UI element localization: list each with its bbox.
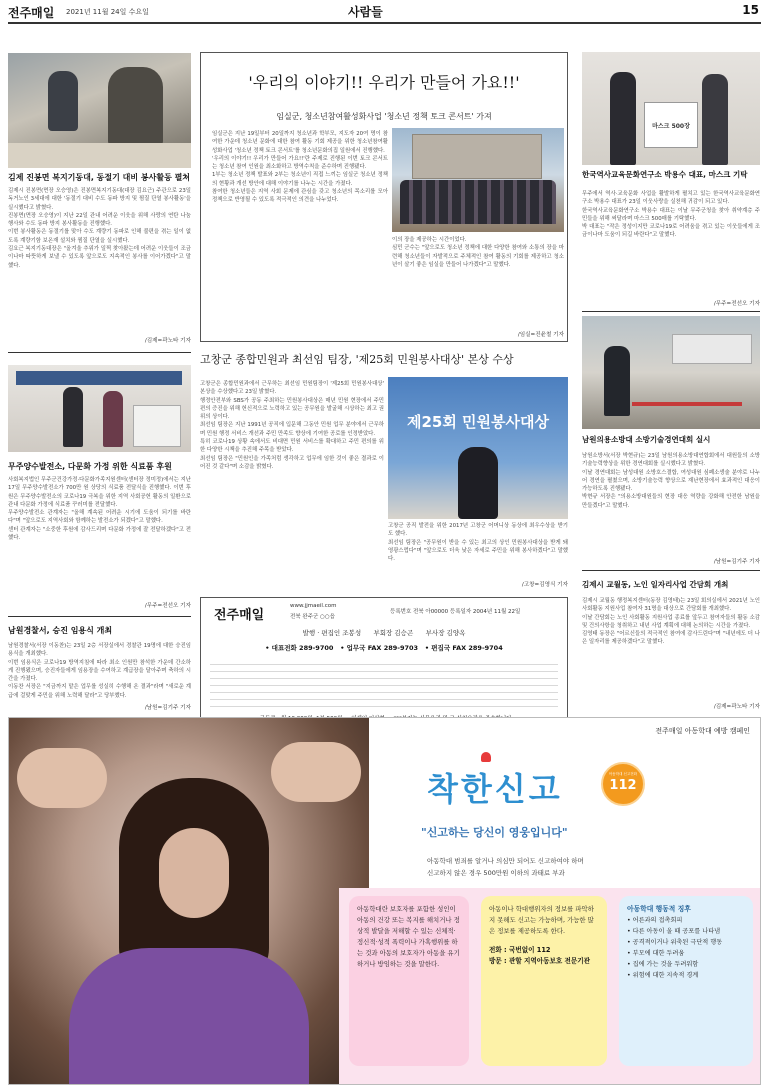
photo-mask-donation <box>582 52 760 165</box>
photo-sign-text: 마스크 500장 <box>652 123 690 130</box>
imprint-logo: 전주매일 <box>214 608 265 623</box>
photo-figure <box>108 67 163 147</box>
award-banner-text: 제25회 민원봉사대상 <box>406 413 550 431</box>
masthead-date: 2021년 11월 24일 수요일 <box>66 8 149 16</box>
headline-gyowol: 김제시 교월동, 노인 일자리사업 간담회 개최 <box>582 580 729 589</box>
imprint-registration: 등록번호 전북 아00000 등록일자 2004년 11월 22일 <box>390 609 521 615</box>
photo-figure <box>604 346 630 416</box>
photo-volunteers-faucet <box>8 53 191 168</box>
feature-body: 임실군은 지난 19일부터 20일까지 청소년과 학부모, 지도자 20여 명이 참여한 가운데 청소년 문화에 대한 참여 활동 기회 제공을 위한 청소년참여활성화사업 '청소년 정책 토크 콘서트'를 청소년문화의집 일원에서 진행했다. '우리의 이야기!! 우리가 만들어 가요!!'란 주제로 진행된 이번 토크 콘서트는 청소년 참여 인원을 최소화하고 방역수칙을 준수하며 진행됐다. 1부는 청소년 정책 발표와 2부는 청소년이 직접 느끼는 임실군 청소년 정책의 현황과 개선 방안에 대해 이야기를 나누는 시간을 가졌다. 참여한 청소년들은 지역 사회 문제에 관심을 갖고 청소년의 목소리를 모아 정책으로 반영될 수 있도록 적극적인 의견을 나누었다. <box>212 131 388 204</box>
body-namwon-police: 남원경찰서(서장 이동찬)는 23일 2층 서장실에서 경찰관 19명에 대한 승진임용식을 개최했다. 이번 임용식은 코로나19 방역지침에 따라 최소 인원만 참석한 가운데 간소하게 진행됐으며, 승진자들에게 임용장을 수여하고 계급장을 달아주며 축하의 시간을 가졌다. 이동찬 서장은 "지금까지 맡은 업무를 성실히 수행해 온 결과"라며 "새로운 계급에 걸맞게 주민을 위해 노력해 달라"고 당부했다. <box>8 643 191 699</box>
masthead <box>8 0 761 22</box>
body-gyowol: 김제시 교월동 행정복지센터(동장 김영태)는 23일 회의실에서 2021년 노인 사회활동 지원사업 참여자 31명을 대상으로 간담회를 개최했다. 이날 간담회는 노인 사회활동 지원사업 종료를 앞두고 참여자들의 활동 소감 및 건의사항을 청취하고 내년 사업 계획에 대해 논의하는 시간을 가졌다. 김영태 동장은 "어르신들의 적극적인 참여에 감사드린다"며 "내년에도 더 나은 일자리를 제공하겠다"고 말했다. <box>582 598 760 646</box>
ad-signs-item: • 위험에 대한 지속적 경계 <box>627 972 699 979</box>
headline-gochang-award: 고창군 종합민원과 최선임 팀장, '제25회 민원봉사대상' 본상 수상 <box>200 353 514 366</box>
imprint-directory <box>210 658 558 710</box>
ad-photo-body <box>69 948 309 1084</box>
photo-tent <box>672 334 752 364</box>
divider <box>8 616 191 617</box>
ad-box-report-visit: 방문 : 관할 지역아동보호 전문기관 <box>489 957 590 965</box>
photo-donation-muju <box>8 365 191 452</box>
ad-signs-item: • 다른 아동이 울 때 공포를 나타냄 <box>627 928 721 935</box>
ad-description-2: 신고하지 않은 경우 500만원 이하의 과태료 부과 <box>427 869 565 877</box>
ad-badge-112 <box>601 762 645 806</box>
imprint-phones: • 대표전화 289-9700 • 업무국 FAX 289-9703 • 편집국 FAX 289-9704 <box>265 644 503 652</box>
body-jinbong: 김제시 진봉면(면장 오승영)은 진봉면복지기동대(대장 김요근) 주관으로 23일 독거노인 3세대에 대한 '동절기 대비 수도 동파 방지 및 찜질 단열 봉사활동'을 실시했다고 밝혔다. 진봉면(면장 오승영)이 지난 22일 관내 어려운 이웃을 위해 사랑의 연탄 나눔 행사와 수도 동파 방지 봉사활동을 진행했다. 이번 봉사활동은 동절기를 맞아 수도 계량기 동파로 인해 불편을 겪는 일이 없도록 계량기함 보온재 설치와 찜질 단열을 실시했다. 김요근 복지기동대장은 "올겨울 추위가 일찍 찾아왔는데 어려운 이웃들이 조금이나마 따뜻하게 보낼 수 있도록 앞으로도 지속적인 봉사를 이어가겠다"고 말했다. <box>8 188 191 269</box>
photo-figure <box>103 391 123 447</box>
photo-talk-concert <box>392 128 564 232</box>
ad-signs-item: • 부모에 대한 두려움 <box>627 950 685 957</box>
ad-photo-hand <box>271 742 361 802</box>
ad-badge-top: 아동학대 신고전화 <box>608 772 638 776</box>
headline-mask-donation: 한국역사교육문화연구소 박용수 대표, 마스크 기탁 <box>582 170 748 179</box>
photo-fire-brigade <box>582 316 760 429</box>
ad-photo-woman <box>9 718 369 1084</box>
photo-ground <box>8 143 191 168</box>
ad-signs-item: • 어른과의 접촉회피 <box>627 917 683 924</box>
credit-gochang: /고창=김영식 기자 <box>521 582 568 588</box>
photo-building <box>412 134 542 179</box>
ad-box-definition <box>349 896 469 1066</box>
divider <box>8 352 191 353</box>
ad-logo: 착한신고 <box>427 770 563 808</box>
feature-subtitle: 임실군, 청소년참여활성화사업 '청소년 정책 토크 콘서트' 가져 <box>276 112 492 121</box>
credit-muju: /무주=전선오 기자 <box>144 603 191 609</box>
feature-title: '우리의 이야기!! 우리가 만들어 가요!!' <box>248 73 520 92</box>
credit-fire-brigade: /남원=김기주 기자 <box>713 559 760 565</box>
ad-alarm-icon <box>481 752 491 762</box>
credit-imsil: /임실=진윤철 기자 <box>517 332 564 338</box>
headline-fire-brigade: 남원의용소방대 소방기술경연대회 실시 <box>582 435 711 444</box>
ad-slogan: "신고하는 당신이 영웅입니다" <box>421 826 568 839</box>
masthead-rule <box>8 22 761 24</box>
masthead-logo: 전주매일 <box>8 6 55 20</box>
credit-mask-donation: /무주=전선오 기자 <box>713 301 760 307</box>
ad-box-signs-title: 아동학대 행동적 징후 <box>627 905 691 913</box>
ad-photo-hand <box>17 748 107 808</box>
ad-box-definition-text: 아동학대란 보호자를 포함한 성인이 아동의 건강 또는 복지를 해치거나 정상적 발달을 저해할 수 있는 신체적·정신적·성적 폭력이나 가혹행위를 하는 것과 아동의 보호자가 아동을 유기하거나 방임하는 것을 말한다. <box>357 905 460 968</box>
ad-signs-item: • 집에 가는 것을 두려워함 <box>627 961 699 968</box>
masthead-section: 사람들 <box>348 5 383 19</box>
photo-banner <box>16 371 182 385</box>
ad-description-1: 아동학대 범죄를 알거나 의심만 되어도 신고하여야 하며 <box>427 857 584 865</box>
body-gochang-award: 고창군은 종합민원과에서 근무하는 최선임 민원팀장이 '제25회 민원봉사대상' 본상을 수상했다고 23일 밝혔다. 행정안전부와 SBS가 공동 주최하는 민원봉사대상은 매년 민원 현장에서 주민 편의 증진을 위해 헌신적으로 노력하고 있는 공무원을 발굴해 시상하는 최고 권위의 상이다. 최선임 팀장은 지난 1991년 공직에 입문해 그동안 민원 업무 분야에서 근무하며 민원 행정 서비스 개선과 주민 만족도 향상에 기여한 공로를 인정받았다. 특히 코로나19 상황 속에서도 비대면 민원 서비스를 확대하고 주민 편의를 위한 다양한 시책을 추진해 주목을 받았다. 최선임 팀장은 "민원인을 가족처럼 생각하고 업무에 임한 것이 좋은 결과로 이어진 것 같다"며 소감을 밝혔다. <box>200 381 384 470</box>
photo-boxes <box>133 405 181 447</box>
ad-signs-item: • 공격적이거나 위축된 극단적 행동 <box>627 939 723 946</box>
ad-photo-face <box>159 828 229 918</box>
photo-hose <box>632 402 742 406</box>
photo-figure <box>610 72 636 165</box>
ad-box-report-phone: 전화 : 국번없이 112 <box>489 946 551 954</box>
body-fire-brigade: 남원소방서(서장 박현규)는 23일 남원의용소방대연합회에서 대원들의 소방기술능력향상을 위한 경연대회를 실시했다고 밝혔다. 이날 경연대회는 남성대원 소방호스결합, 여성대원 심폐소생술 분야로 나누어 경연을 펼쳤으며, 소방기술능력 향상으로 재난현장에서 효과적인 대응이 가능하도록 진행됐다. 박현규 서장은 "의용소방대원들의 현장 대응 역량을 강화해 안전한 남원을 만들겠다"고 말했다. <box>582 453 760 509</box>
photo-sign-board <box>644 102 698 148</box>
body-muju: 사회복지법인 무주군건강가정·다문화가족지원센터(센터장 정미정)에서는 지난 17일 무주양수발전소가 700만 원 상당의 식료품 전달식을 진행했다. 이번 후원은 무주양수발전소의 코로나19 극복을 위한 지역 사회공헌 활동의 일환으로 관내 다문화 가정에 식료품 꾸러미를 전달했다. 무주양수발전소 관계자는 "올해 계속된 어려운 시기에 도움이 되기를 바란다"며 "앞으로도 지역사회와 함께하는 발전소가 되겠다"고 말했다. 센터 관계자는 "소중한 후원에 감사드리며 다문화 가정에 잘 전달하겠다"고 전했다. <box>8 477 191 542</box>
divider <box>582 570 760 571</box>
photo-group <box>400 180 556 224</box>
photo-figure <box>702 74 728 165</box>
headline-namwon-police: 남원경찰서, 승진 임용식 개최 <box>8 626 113 635</box>
imprint-publisher: 발행 · 편집인 조봉성 부회장 김승곤 부사장 김양옥 <box>302 629 466 637</box>
ad-box-signs <box>619 896 753 1066</box>
body-gochang-award-continued: 고창군 공직 발전을 위한 2017년 고창군 어머니상 동상에 최우수상을 받기도 했다. 최선임 팀장은 "공무원이 받을 수 있는 최고의 상인 민원봉사대상을 받게 돼 영광스럽다"며 "앞으로도 더욱 낮은 자세로 주민을 위해 봉사하겠다"고 말했다. <box>388 523 568 563</box>
photo-award <box>388 377 568 519</box>
ad-campaign-name: 전주매일 아동학대 예방 캠페인 <box>655 727 750 735</box>
imprint-address: 전북 완주군 ○○읍 <box>290 614 335 620</box>
ad-campaign <box>8 717 761 1085</box>
imprint-website: www.jjmaeil.com <box>290 603 337 609</box>
photo-figure <box>458 447 498 519</box>
credit-jinbong: /김제=곽노타 기자 <box>144 338 191 344</box>
photo-figure <box>48 71 78 131</box>
divider <box>582 311 760 312</box>
ad-box-report <box>481 896 607 1066</box>
photo-figure <box>63 387 83 447</box>
credit-gyowol: /김제=곽노타 기자 <box>713 704 760 710</box>
feature-body-continued: 이의 장을 제공하는 시간이었다. 심민 군수는 "앞으로도 청소년 정책에 대한 다양한 참여와 소통의 장을 마련해 청소년들이 자발적으로 주체적인 참여 활동의 기회를 제공하고 청소년이 살기 좋은 임실을 만들어 나가겠다"고 말했다. <box>392 237 564 268</box>
page-number: 15 <box>742 3 759 17</box>
body-mask-donation: 무주에서 역사·교육문화 사업을 활발하게 펼치고 있는 한국역사교육문화연구소 박용수 대표가 23일 이웃사랑을 실천해 귀감이 되고 있다. 한국역사교육문화연구소 박용수 대표는 이날 무주군청을 찾아 취약계층 주민들을 위해 써달라며 마스크 500매를 기탁했다. 박 대표는 "작은 정성이지만 코로나19로 어려움을 겪고 있는 이웃들에게 조금이나마 도움이 되길 바란다"고 말했다. <box>582 191 760 239</box>
ad-badge-number: 112 <box>609 778 637 793</box>
credit-namwon-police: /남원=김기주 기자 <box>144 705 191 711</box>
headline-jinbong: 김제 진봉면 복지기동대, 동절기 대비 봉사활동 펼쳐 <box>8 173 191 182</box>
ad-box-report-text: 아동이나 학대행위자의 정보를 파악하지 못해도 신고는 가능하며, 가능한 많은 정보를 제공하도록 한다. <box>489 905 594 935</box>
headline-muju: 무주양수발전소, 다문화 가정 위한 식료품 후원 <box>8 462 172 471</box>
